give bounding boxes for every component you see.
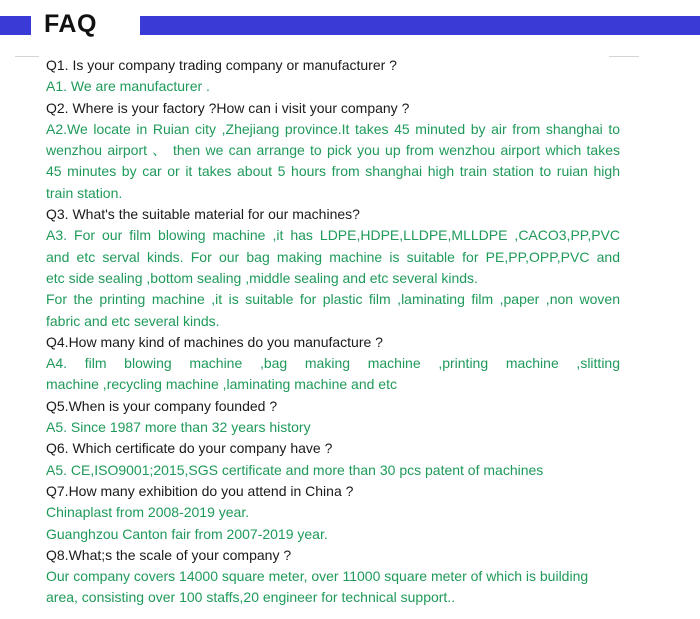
faq-answer-line: A2.We locate in Ruian city ,Zhejiang province.It takes 45 minuted by air from shanghai to: [46, 120, 620, 137]
header-left-bar: [0, 16, 31, 35]
faq-question-line: Q5.When is your company founded ?: [46, 397, 278, 414]
faq-question-line: Q3. What's the suitable material for our machines?: [46, 206, 360, 223]
faq-answer-line: train station.: [46, 184, 123, 201]
faq-answer-line: Chinaplast from 2008-2019 year.: [46, 504, 250, 521]
page-title: FAQ: [44, 10, 97, 38]
faq-answer-line: etc side sealing ,bottom sealing ,middle sealing and etc several kinds.: [46, 269, 478, 286]
faq-answer-line: wenzhou airport 、 then we can arrange to pick you up from wenzhou airport which takes: [46, 142, 620, 159]
faq-answer-line: A5. Since 1987 more than 32 years history: [46, 419, 311, 436]
faq-answer-line: A4. film blowing machine ,bag making machine ,printing machine ,slitting: [46, 355, 620, 372]
faq-answer-line: and etc serval kinds. For our bag making machine is suitable for PE,PP,OPP,PVC and: [46, 248, 620, 265]
faq-question-line: Q4.How many kind of machines do you manufacture ?: [46, 333, 383, 350]
divider-left: [15, 56, 39, 57]
faq-answer-line: Our company covers 14000 square meter, over 11000 square meter of which is building: [46, 568, 589, 585]
faq-answer-line: A3. For our film blowing machine ,it has LDPE,HDPE,LLDPE,MLLDPE ,CACO3,PP,PVC: [46, 227, 620, 244]
faq-question-line: Q7.How many exhibition do you attend in China ?: [46, 482, 354, 499]
faq-question-line: Q6. Which certificate do your company have ?: [46, 440, 333, 457]
header-right-bar: [140, 16, 700, 35]
faq-list: [46, 55, 620, 609]
faq-question-line: Q1. Is your company trading company or manufacturer ?: [46, 57, 397, 73]
faq-answer-line: area, consisting over 100 staffs,20 engineer for technical support..: [46, 589, 456, 606]
faq-answer-line: A1. We are manufacturer .: [46, 78, 210, 95]
faq-answer-line: machine ,recycling machine ,laminating machine and etc: [46, 376, 397, 393]
faq-answer-line: A5. CE,ISO9001;2015,SGS certificate and more than 30 pcs patent of machines: [46, 461, 544, 478]
faq-answer-line: 45 minutes by car or it takes about 5 hours from shanghai high train station to ruian high: [46, 163, 620, 180]
faq-answer-line: Guanghzou Canton fair from 2007-2019 year.: [46, 525, 328, 542]
faq-answer-line: For the printing machine ,it is suitable for plastic film ,laminating film ,paper ,non woven: [46, 291, 620, 308]
faq-question-line: Q2. Where is your factory ?How can i visit your company ?: [46, 99, 410, 116]
faq-answer-line: fabric and etc several kinds.: [46, 312, 220, 329]
faq-question-line: Q8.What;s the scale of your company ?: [46, 546, 292, 563]
